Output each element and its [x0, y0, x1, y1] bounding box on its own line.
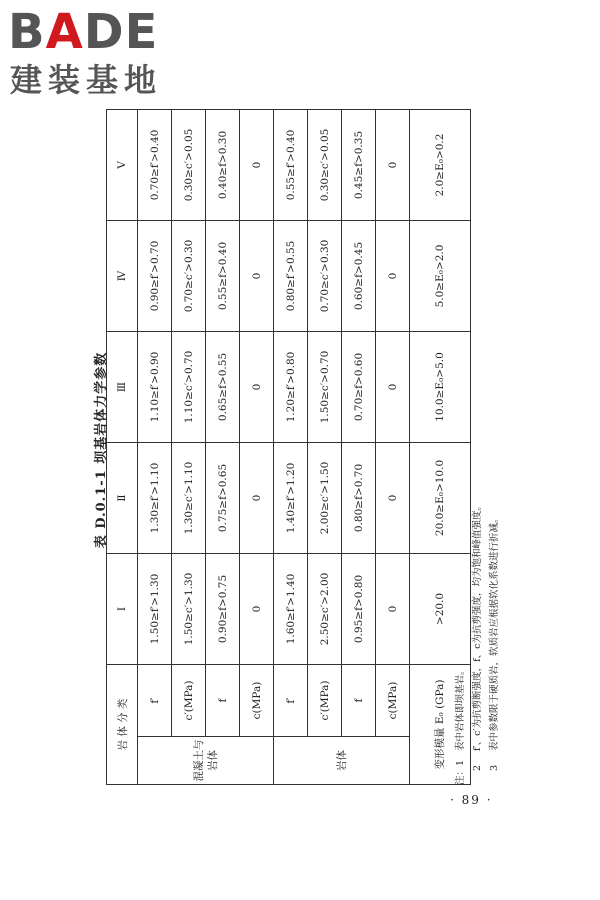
value-cell: 2.0≥E₀>0.2 — [410, 109, 471, 220]
value-cell: 0 — [240, 553, 274, 664]
group-rock: 岩体 — [274, 737, 410, 785]
value-cell: 0 — [376, 553, 410, 664]
value-cell: 0.30≥c′>0.05 — [172, 109, 206, 220]
rotated-inner — [80, 110, 530, 790]
value-cell: 5.0≥E₀>2.0 — [410, 220, 471, 331]
param-cell: c(MPa) — [376, 664, 410, 736]
value-cell: 0 — [240, 331, 274, 442]
table-notes — [452, 110, 503, 785]
param-cell: f — [206, 664, 240, 736]
param-cell: c′(MPa) — [308, 664, 342, 736]
value-cell: 0.80≥f>0.70 — [342, 442, 376, 553]
table-row — [240, 109, 274, 784]
note-text: 表中岩体即坝基岩。 — [455, 665, 466, 751]
value-cell: 1.30≥f′>1.10 — [138, 442, 172, 553]
value-cell: 2.00≥c′>1.50 — [308, 442, 342, 553]
value-cell: 0 — [376, 442, 410, 553]
table-row — [206, 109, 240, 784]
logo-wordmark — [8, 6, 158, 58]
value-cell: 0.55≥f>0.40 — [206, 220, 240, 331]
value-cell: 0.60≥f>0.45 — [342, 220, 376, 331]
param-cell-modulus: 变形模量 E₀ (GPa) — [410, 664, 471, 784]
value-cell: 0 — [376, 220, 410, 331]
value-cell: 0.65≥f>0.55 — [206, 331, 240, 442]
header-grade-2: Ⅱ — [107, 442, 138, 553]
value-cell: 0 — [240, 442, 274, 553]
value-cell: 0.90≥f′>0.70 — [138, 220, 172, 331]
header-category: 岩 体 分 类 — [107, 664, 138, 784]
value-cell: 0.70≥f>0.60 — [342, 331, 376, 442]
header-grade-3: Ⅲ — [107, 331, 138, 442]
value-cell: 0.30≥c′>0.05 — [308, 109, 342, 220]
value-cell: 0 — [240, 220, 274, 331]
param-cell: f′ — [138, 664, 172, 736]
logo — [8, 6, 178, 101]
table-row — [342, 109, 376, 784]
logo-letter-b: B — [8, 4, 46, 60]
param-cell: c(MPa) — [240, 664, 274, 736]
table-row — [138, 109, 172, 784]
table-row — [172, 109, 206, 784]
table-row — [308, 109, 342, 784]
value-cell: 2.50≥c′>2.00 — [308, 553, 342, 664]
note-number: 注：1 — [455, 759, 466, 785]
note-text: 表中参数限于硬质岩，软质岩应根据软化系数进行折减。 — [489, 513, 500, 751]
param-cell: c′(MPa) — [172, 664, 206, 736]
value-cell: 0.90≥f>0.75 — [206, 553, 240, 664]
value-cell: 20.0≥E₀>10.0 — [410, 442, 471, 553]
value-cell: 1.50≥c′>0.70 — [308, 331, 342, 442]
header-grade-4: Ⅳ — [107, 220, 138, 331]
value-cell: 0.95≥f>0.80 — [342, 553, 376, 664]
value-cell: 0.75≥f>0.65 — [206, 442, 240, 553]
logo-letters-de: DE — [83, 4, 159, 60]
value-cell: 0 — [240, 109, 274, 220]
value-cell: 10.0≥E₀>5.0 — [410, 331, 471, 442]
group-concrete-rock: 混凝土与岩体 — [138, 737, 274, 785]
value-cell: 1.20≥f′>0.80 — [274, 331, 308, 442]
note-number: 3 — [489, 764, 500, 771]
page-number: · 89 · — [450, 793, 493, 807]
note-number: 2 — [472, 764, 483, 771]
value-cell: 1.10≥f′>0.90 — [138, 331, 172, 442]
note-text: f′、c′为抗剪断强度，f、c为抗剪强度，均为饱和峰值强度。 — [472, 501, 483, 751]
value-cell: 1.50≥c′>1.30 — [172, 553, 206, 664]
value-cell: 0.45≥f>0.35 — [342, 109, 376, 220]
value-cell: >20.0 — [410, 553, 471, 664]
value-cell: 0 — [376, 331, 410, 442]
value-cell: 0.80≥f′>0.55 — [274, 220, 308, 331]
value-cell: 0.55≥f′>0.40 — [274, 109, 308, 220]
value-cell: 0.70≥f′>0.40 — [138, 109, 172, 220]
table-title: 表 D.0.1-1 坝基岩体力学参数 — [94, 351, 109, 549]
value-cell: 0.70≥c′>0.30 — [172, 220, 206, 331]
table-row — [274, 109, 308, 784]
value-cell: 1.40≥f′>1.20 — [274, 442, 308, 553]
rock-mechanics-table — [106, 109, 471, 785]
value-cell: 1.10≥c′>0.70 — [172, 331, 206, 442]
table-row — [376, 109, 410, 784]
value-cell: 1.30≥c′>1.10 — [172, 442, 206, 553]
logo-letter-a: A — [45, 4, 84, 60]
note-1 — [452, 110, 469, 785]
param-cell: f′ — [274, 664, 308, 736]
header-grade-5: Ⅴ — [107, 109, 138, 220]
rotated-page-content — [80, 110, 530, 790]
note-3 — [486, 110, 503, 785]
header-grade-1: Ⅰ — [107, 553, 138, 664]
note-2 — [469, 110, 486, 785]
logo-chinese-text: 建装基地 — [10, 61, 163, 99]
value-cell: 1.60≥f′>1.40 — [274, 553, 308, 664]
value-cell: 0 — [376, 109, 410, 220]
table-header-row — [107, 109, 138, 784]
param-cell: f — [342, 664, 376, 736]
value-cell: 1.50≥f′>1.30 — [138, 553, 172, 664]
value-cell: 0.70≥c′>0.30 — [308, 220, 342, 331]
value-cell: 0.40≥f>0.30 — [206, 109, 240, 220]
